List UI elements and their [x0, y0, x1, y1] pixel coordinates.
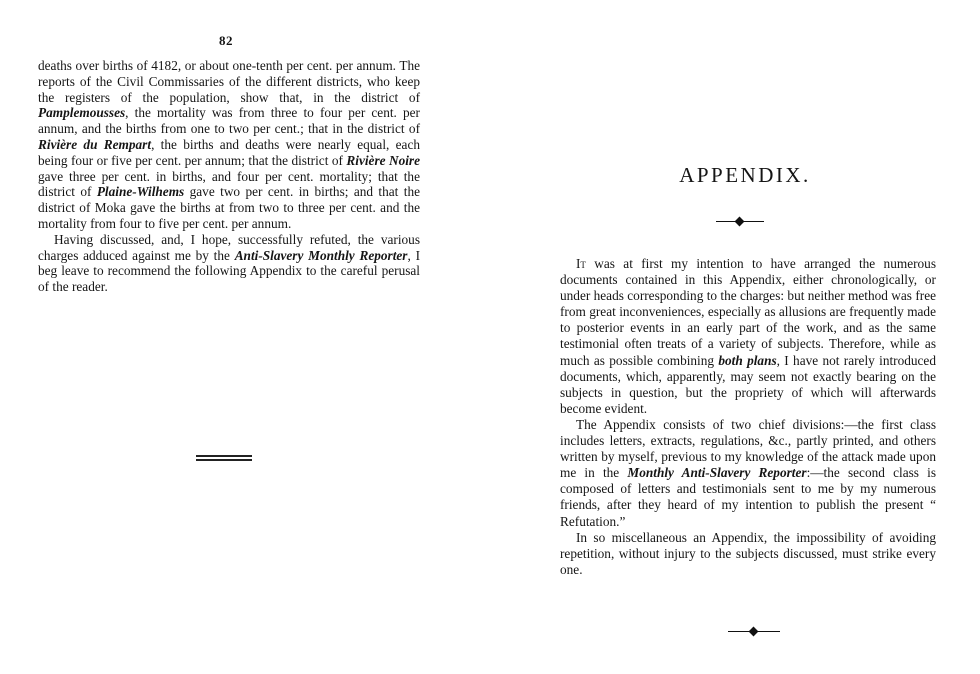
rule-line	[196, 455, 252, 457]
text-run: gave two per cent. in births; and that the district of Moka gave the births at from two to three per cent. and the mortality from four to five per cent. per annum.	[38, 184, 421, 231]
place-name: Plaine-Wilhems	[96, 184, 185, 200]
text-run: , I beg leave to recommend the following Appendix to the careful perusal of the reader.	[38, 247, 420, 295]
page-number: 82	[219, 33, 233, 48]
text-run: , the mortality was from three to four per cent. per annum, and the births from one to two per cent.; that in the district of	[38, 105, 420, 137]
text-run: The Appendix consists of two chief divisions:—the first class includes letters, extracts, regulations, &c., partly printed, and others written by myself, previous to my knowledge of the attack made upon me in the	[560, 416, 936, 481]
place-name: Rivière du Rempart	[38, 136, 152, 152]
end-rule	[196, 455, 252, 463]
text-run: was at first my intention to have arranged the numerous documents contained in this Appendix, either chronologically, or under heads corresponding to the charges: but neither method was free from great inconveniences, especially as allusions are frequently made to posterior events in an early part of the work, and as the same testimonial often treats of a variety of subjects. Therefore, while as much as possible combining	[560, 256, 936, 368]
place-name: Rivière Noire	[346, 152, 421, 168]
right-page	[490, 0, 980, 674]
ornament-diamond	[749, 627, 759, 637]
left-page-body	[38, 58, 420, 295]
emphasis: both plans	[718, 352, 777, 368]
left-paragraph-2	[38, 232, 420, 295]
text-run: gave three per cent. in births, and four per cent. mortality; that the district of	[38, 168, 420, 200]
right-paragraph-2	[560, 417, 936, 530]
text-run: Having discussed, and, I hope, successfully refuted, the various charges adduced against me by the	[38, 231, 420, 263]
lead-word: It	[576, 256, 586, 271]
publication-name: Monthly Anti-Slavery Reporter	[627, 465, 807, 481]
text-run: In so miscellaneous an Appendix, the impossibility of avoiding repetition, without injury to the subjects discussed, must strike every one.	[560, 529, 936, 577]
rule-line	[196, 459, 252, 461]
place-name: Pamplemousses	[38, 105, 126, 121]
right-paragraph-1	[560, 256, 936, 417]
text-run: , the births and deaths were nearly equal, each being four or five per cent. per annum; that the district of	[38, 136, 420, 168]
text-run: :—the second class is composed of letters and testimonials sent to me by my numerous friends, after they heard of my intention to publish the present “ Refutation.”	[560, 465, 937, 529]
appendix-title: APPENDIX.	[679, 163, 811, 187]
right-paragraph-3	[560, 530, 936, 578]
end-ornament	[728, 628, 780, 636]
ornament-diamond	[735, 217, 745, 227]
left-paragraph-1	[38, 58, 420, 232]
right-page-body	[560, 256, 936, 578]
publication-name: Anti-Slavery Monthly Reporter	[234, 247, 408, 263]
divider-ornament	[716, 218, 764, 226]
text-run: , I have not rarely introduced documents, which, apparently, may seem not exactly bearing on the subjects in question, but the propriety of which will afterwards become evident.	[560, 352, 936, 416]
text-run: deaths over births of 4182, or about one-tenth per cent. per annum. The reports of the Civil Commissaries of the different districts, who keep the registers of the population, show that, in the district of	[38, 58, 420, 105]
